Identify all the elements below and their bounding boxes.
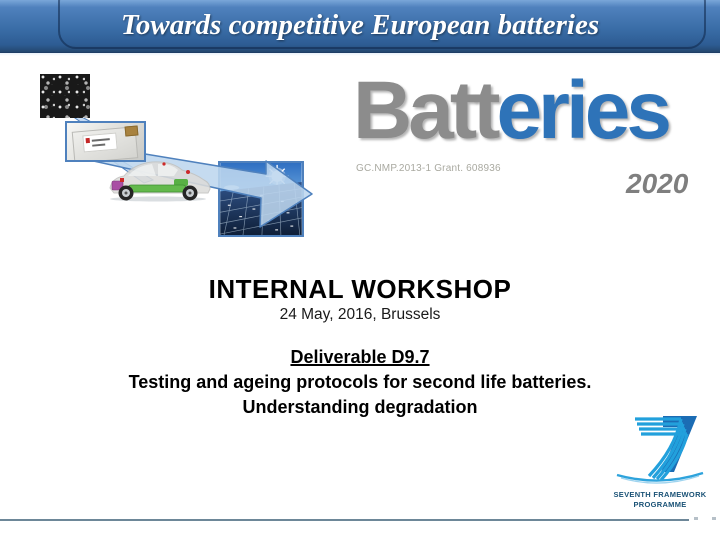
battery-label-text-line — [92, 138, 110, 142]
battery-material-photo — [40, 74, 90, 118]
battery-brand-mark — [86, 138, 90, 143]
battery-label — [82, 133, 117, 153]
footer-divider — [0, 519, 689, 521]
deliverable-block — [0, 345, 720, 420]
wordmark-gray-part: Batt — [353, 65, 497, 156]
solar-panels-photo — [218, 161, 304, 237]
header-banner — [0, 0, 720, 53]
wordmark-blue-part: eries — [496, 65, 668, 156]
deliverable-heading: Deliverable D9.7 — [290, 347, 430, 367]
wordmark-year: 2020 — [626, 168, 689, 199]
battery-label-text-line — [92, 144, 105, 147]
deliverable-line2: Understanding degradation — [242, 397, 478, 417]
footer-dot — [712, 517, 716, 520]
deliverable-line1: Testing and ageing protocols for second life batteries. — [128, 372, 592, 392]
slide-header-title: Towards competitive European batteries — [120, 9, 600, 41]
fp7-seven-icon — [607, 412, 713, 484]
workshop-title: INTERNAL WORKSHOP — [208, 274, 512, 304]
batteries2020-wordmark — [353, 65, 668, 156]
fp7-caption-line1: SEVENTH FRAMEWORK — [613, 490, 707, 499]
workshop-date: 24 May, 2016, Brussels — [279, 306, 441, 323]
footer-dot — [694, 517, 698, 520]
fp7-logo — [606, 412, 714, 508]
grant-reference: GC.NMP.2013-1 Grant. 608936 — [356, 163, 501, 174]
electric-car-illustration — [104, 152, 216, 202]
battery-tab — [125, 125, 139, 136]
fp7-caption-line2: PROGRAMME — [633, 500, 687, 509]
header-underline — [0, 53, 720, 56]
